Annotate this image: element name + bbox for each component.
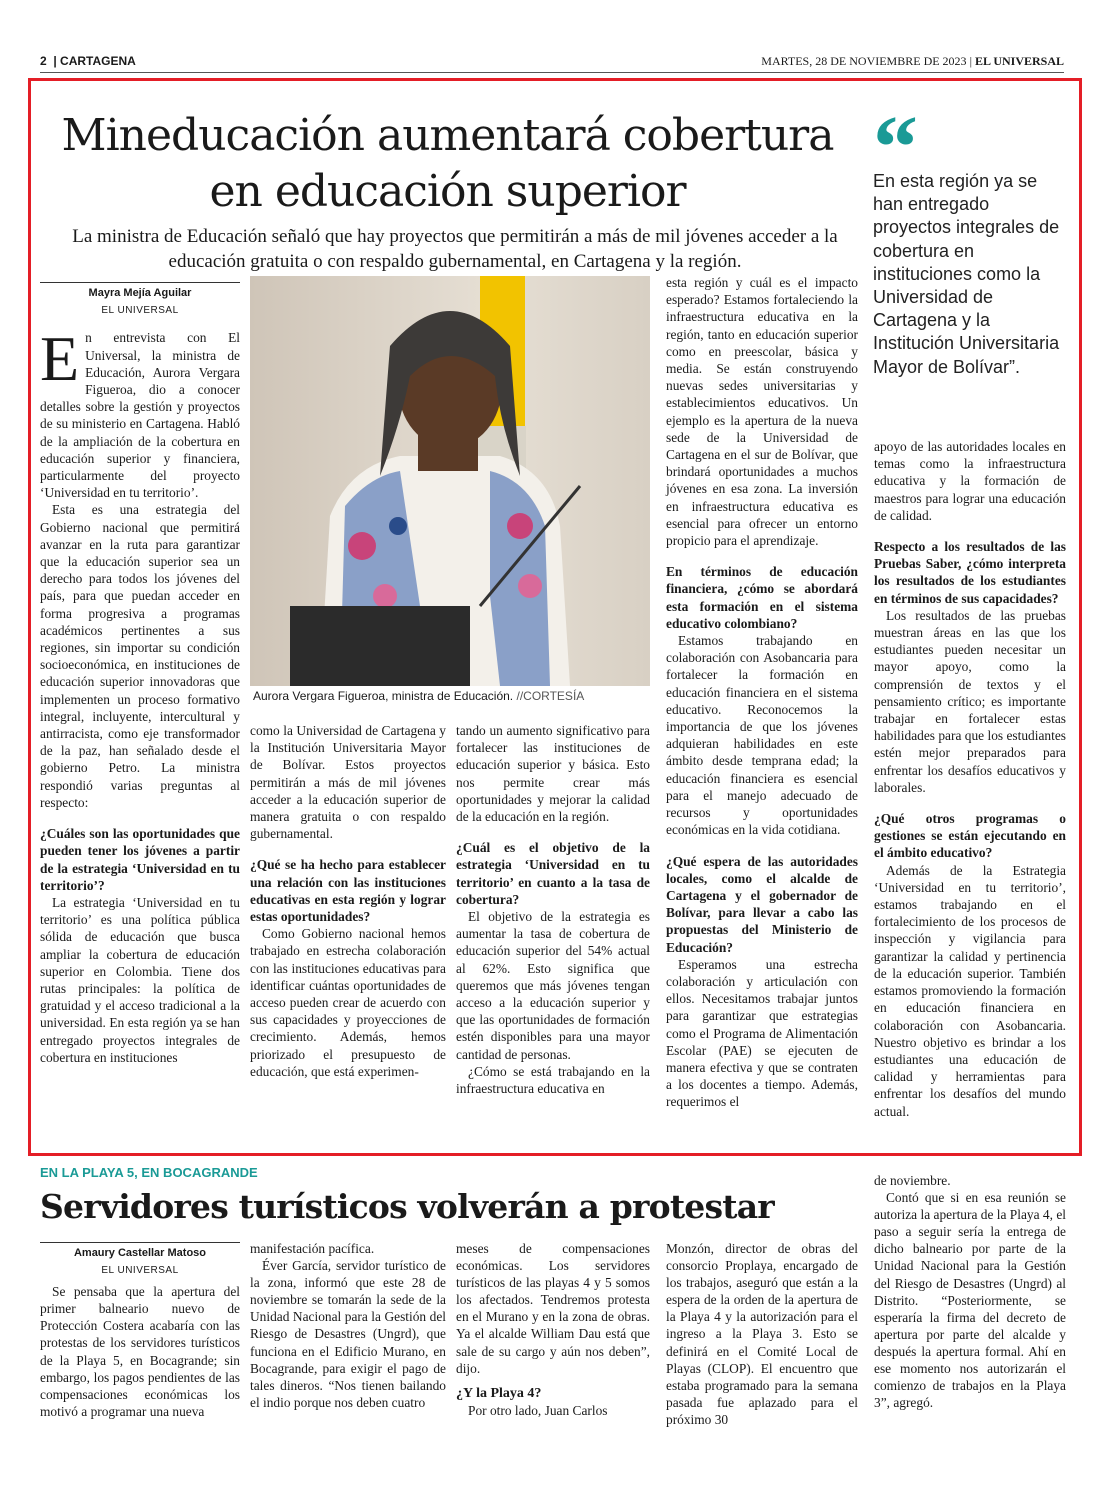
byline-name: Mayra Mejía Aguilar <box>88 287 192 299</box>
byline <box>40 285 240 319</box>
article-subhead: La ministra de Educación señaló que hay proyectos que permitirán a más de mil jóvenes acceder a la educación gratuita o con respaldo gubernamental, en Cartagena y la región. <box>72 226 838 272</box>
article2-column-2 <box>250 1240 446 1411</box>
byline-org: EL UNIVERSAL <box>101 305 179 317</box>
byline-rule <box>40 1242 240 1243</box>
article-headline: Mineducación aumentará cobertura en educación superior <box>61 110 834 217</box>
paragraph: Monzón, director de obras del consorcio Proplaya, encargado de los trabajos, aseguró que están a la espera de la orden de la apertura de la Playa 4 y la autorización para el ingreso a la Playa 3. Esto se definirá en el Comité Local de Playas (CLOP). El encuentro que estaba programado para la semana pasada fue aplazado para el próximo 30 <box>666 1241 858 1427</box>
byline-rule <box>40 282 240 283</box>
article-column-3 <box>456 722 650 1097</box>
photo-caption: Aurora Vergara Figueroa, ministra de Educación. //CORTESÍA <box>253 689 585 703</box>
article-column-2 <box>250 722 446 1080</box>
answer-6: Los resultados de las pruebas muestran áreas en las que los estudiantes pueden necesitar un mayor apoyo, como la comprensión de textos y el pensamiento crítico; es importante trabajar en fortalecer estas habilidades para que los estudiantes estén mejor preparados para enfrentar los desafíos educativos y laborales. <box>874 607 1066 795</box>
article-column-1 <box>40 282 240 1066</box>
paragraph: Se pensaba que la apertura del primer balneario nuevo de Protección Costera acabaría con las protestas de los servidores turísticos de la Playa 5, en Bocagrande; sin embargo, los pagos pendientes de las compensaciones económicas los motivó a programar una nueva <box>40 1284 240 1419</box>
paragraph: Contó que si en esa reunión se autoriza la apertura de la Playa 4, el paso a seguir sería la entrega de dicho balneario por parte de la Unidad Nacional para la Gestión del Riesgo de Desastres (Ungrd) al Distrito. “Posteriormente, se esperaría la firma del decreto de apertura por parte del alcalde y después la apertura formal. Ahí en ese momento nos autorizarán el comienzo de trabajos en la Playa 3”, agregó. <box>874 1190 1066 1411</box>
byline-org: EL UNIVERSAL <box>101 1265 179 1277</box>
question-6: Respecto a los resultados de las Pruebas Saber, ¿cómo interpreta los resultados de los estudiantes en términos de sus capacidades? <box>874 539 1066 606</box>
article2-column-1 <box>40 1242 240 1420</box>
question-7: ¿Qué otros programas o gestiones se están ejecutando en el ámbito educativo? <box>874 811 1066 861</box>
question-4: En términos de educación financiera, ¿cómo se abordará esta formación en el sistema educativo colombiano? <box>666 564 858 631</box>
paragraph: tando un aumento significativo para fortalecer las instituciones de educación superior y básica. Esto nos permite crear más oportunidades y mejorar la calidad de la educación en la región. <box>456 723 650 825</box>
article2-column-3 <box>456 1240 650 1419</box>
question-5: ¿Qué espera de las autoridades locales, como el alcalde de Cartagena y el gobernador de Bolívar, para llevar a cabo las propuestas del Ministerio de Educación? <box>666 853 858 955</box>
article2-column-5 <box>874 1172 1066 1411</box>
paragraph: Éver García, servidor turístico de la zona, informó que este 28 de noviembre se tomarán la sede de la Unidad Nacional para la Gestión del Riesgo de Desastres (Ungrd), que funciona en el Edificio Murano, en Bocagrande, para exigir el pago de tales dineros. “Nos tienen bailando el indio porque nos deben cuatro <box>250 1258 446 1410</box>
minister-photo <box>250 276 650 686</box>
paragraph: meses de compensaciones económicas. Los servidores turísticos de las playas 4 y 5 somos los afectados. Tendremos protesta en el Murano y en la zona de obras. Ya el alcalde William Dau está que sale de su cargo y aún nos deben”, dijo. <box>456 1241 650 1376</box>
answer-3: El objetivo de la estrategia es aumentar la tasa de cobertura de educación superior del 54% actual al 62%. Esto significa que queremos que más jóvenes tengan acceso a la educación superior y que las oportunidades de formación estén disponibles para una mayor cantidad de personas. <box>456 909 650 1062</box>
folio-rule <box>40 72 1064 73</box>
byline-name: Amaury Castellar Matoso <box>73 1247 207 1259</box>
paragraph: manifestación pacífica. <box>250 1241 375 1256</box>
pull-quote-text: En esta región ya se han entregado proyectos integrales de cobertura en instituciones como la Universidad de Cartagena y la Institución Universitaria Mayor de Bolívar”. <box>873 171 1060 377</box>
article2-kicker: EN LA PLAYA 5, EN BOCAGRANDE <box>40 1165 258 1180</box>
drop-cap: E <box>40 323 80 395</box>
article-column-5 <box>874 438 1066 1120</box>
paragraph: esta región y cuál es el impacto esperado? Estamos fortaleciendo la infraestructura educativa en la región, tanto en educación superior como en preescolar, básica y media. Se están construyendo nuevas sedes universitarias y establecimientos educativos. Un ejemplo es la apertura de la nueva sede de la Universidad de Cartagena en el sur de Bolívar, que brindará oportunidades a muchos jóvenes en esa zona. La inversión en infraestructura educativa es esencial para ofrecer un entorno propicio para el aprendizaje. <box>666 275 858 549</box>
article2-headline: Servidores turísticos volverán a protestar <box>40 1187 774 1226</box>
folio-left: 2 | CARTAGENA <box>40 54 136 68</box>
intro-paragraph: En entrevista con El Universal, la ministra de Educación, Aurora Vergara Figueroa, dio a conocer detalles sobre la gestión y proyectos de su ministerio en Cartagena. Habló de la ampliación de la cobertura en educación superior y financiera, particularmente del proyecto ‘Universidad en tu territorio’. <box>40 323 240 501</box>
folio-right: MARTES, 28 DE NOVIEMBRE DE 2023 | EL UNIVERSAL <box>761 54 1064 68</box>
page-folio <box>40 52 1064 70</box>
paragraph: apoyo de las autoridades locales en temas como la infraestructura educativa y la formación de maestros para lograr una educación de calidad. <box>874 439 1066 523</box>
article2-column-4 <box>666 1240 858 1428</box>
paragraph: Por otro lado, Juan Carlos <box>468 1402 608 1418</box>
paragraph: de noviembre. <box>874 1173 951 1188</box>
byline <box>40 1245 240 1279</box>
answer-7: Además de la Estrategia ‘Universidad en tu territorio’, estamos trabajando en el fortalecimiento de los procesos de inspección y vigilancia para garantizar la calidad y pertinencia de la educación superior. También estamos promoviendo la formación en educación financiera en colaboración con Asobancaria. Nuestro objetivo es brindar a los estudiantes una educación de calidad y herramientas para enfrentar los desafíos del mundo actual. <box>874 862 1066 1119</box>
photo-credit: //CORTESÍA <box>516 689 585 703</box>
question-1: ¿Y la Playa 4? <box>456 1385 542 1401</box>
answer-4: Estamos trabajando en colaboración con Asobancaria para fortalecer la formación en educación financiera en el sistema educativo. Reconocemos la importancia de que los jóvenes adquieran habilidades en este ámbito desde temprana edad; la educación financiera es esencial para el manejo adecuado de recursos y oportunidades económicas en la vida cotidiana. <box>666 633 858 838</box>
question-1: ¿Cuáles son las oportunidades que pueden tener los jóvenes a partir de la estrategia ‘Universidad en tu territorio’? <box>40 826 240 893</box>
paragraph: ¿Cómo se está trabajando en la infraestructura educativa en <box>456 1063 650 1097</box>
paragraph: Esta es una estrategia del Gobierno nacional que permitirá avanzar en la ruta para garantizar que la educación superior sea un derecho para todos los jóvenes del país, para que puedan acceder en forma progresiva a programas académicos pertinentes a sus regiones, sin importar su condición socioeconómica, en instituciones de educación superior innovadoras que implementen un proceso formativo integral, incluyente, intercultural y antirracista, como eje transformador de la paz, han señalado desde el gobierno Petro. La ministra respondió varias preguntas al respecto: <box>40 502 240 810</box>
question-3: ¿Cuál es el objetivo de la estrategia ‘Universidad en tu territorio’ en cuanto a la tasa de cobertura? <box>456 840 650 907</box>
answer-1: La estrategia ‘Universidad en tu territorio’ es una política pública sólida de educación que busca ampliar la cobertura de educación superior en Colombia. Tiene dos rutas principales: la política de gratuidad y el acceso tradicional a la universidad. En esta región ya se han entregado proyectos integrales de cobertura en instituciones <box>40 894 240 1065</box>
paragraph: como la Universidad de Cartagena y la Institución Universitaria Mayor de Bolívar. Estos proyectos permitirán a más de mil jóvenes acceder a la educación superior de manera gratuita o con respaldo gubernamental. <box>250 723 446 842</box>
quote-mark-icon: “ <box>873 98 912 197</box>
pull-quote <box>873 98 1068 379</box>
question-2: ¿Qué se ha hecho para establecer una relación con las instituciones educativas en esta región y lograr estas oportunidades? <box>250 857 446 925</box>
answer-5: Esperamos una estrecha colaboración y articulación con ellos. Necesitamos trabajar juntos para garantizar que estrategias como el Programa de Alimentación Escolar (PAE) se ejecuten de manera efectiva y que se contraten a los docentes a tiempo. Además, requerimos el <box>666 956 858 1110</box>
article-column-4 <box>666 274 858 1111</box>
answer-2: Como Gobierno nacional hemos trabajado en estrecha colaboración con las instituciones educativas para identificar cuántas oportunidades de acceso pueden crear de acuerdo con sus capacidades y proyecciones de crecimiento. Además, hemos priorizado el presupuesto de educación, que está experimen- <box>250 926 446 1079</box>
